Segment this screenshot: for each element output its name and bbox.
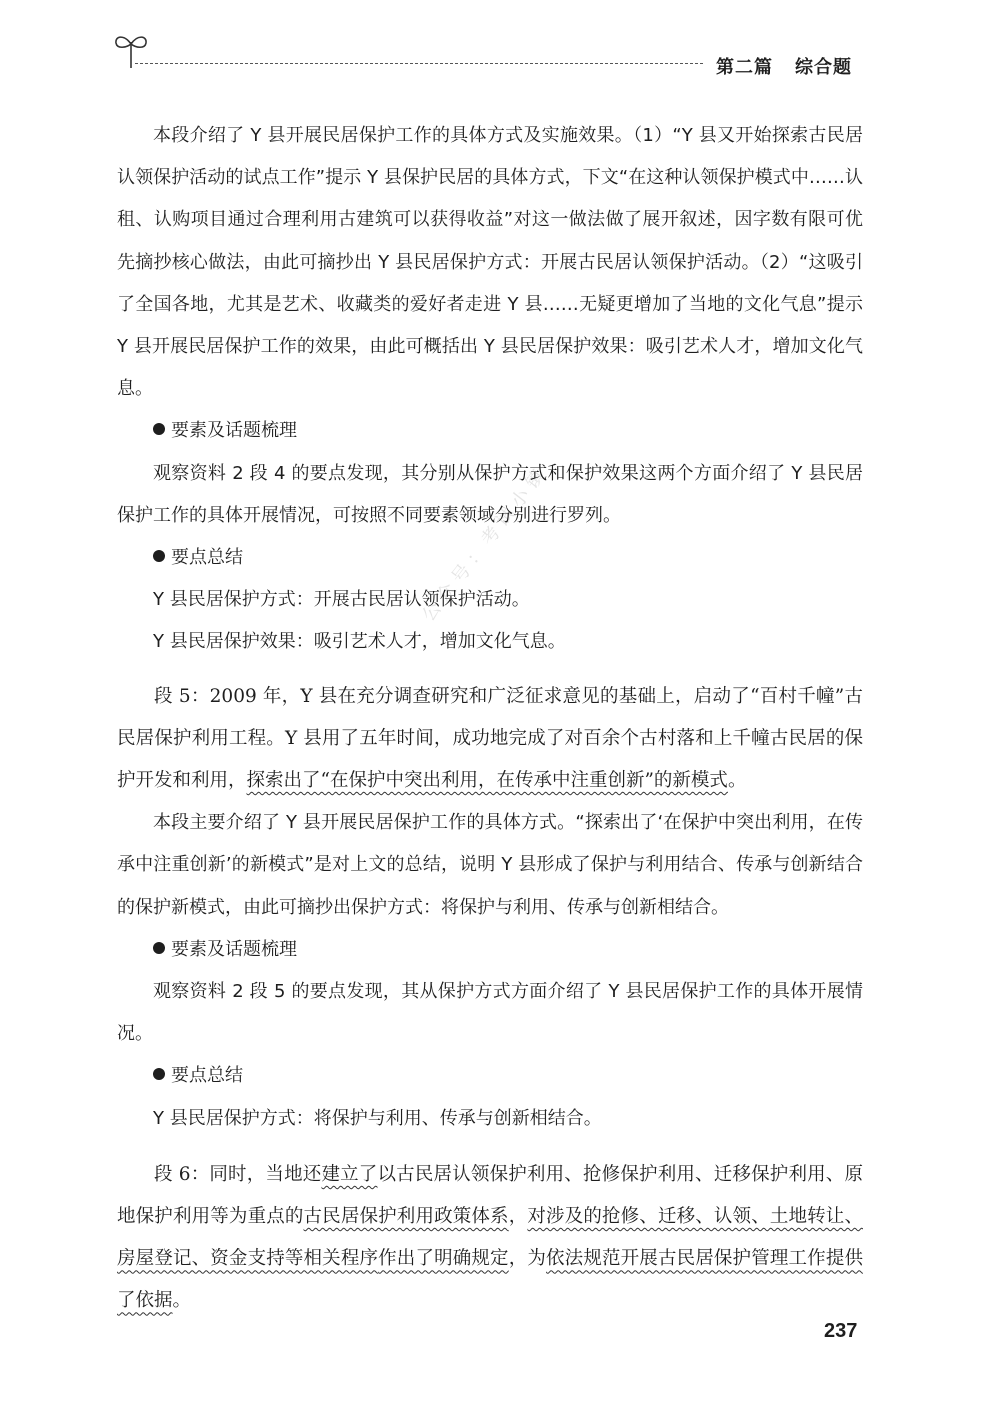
sprout-icon	[112, 30, 150, 70]
bullet-heading: 要点总结	[153, 537, 863, 579]
section-title: 第二篇	[716, 57, 773, 78]
underlined-phrase: 探索出了“在保护中突出利用，在传承中注重创新”的新模式	[246, 770, 728, 792]
source-paragraph-5: 段 5：2009 年，Y 县在充分调查研究和广泛征求意见的基础上，启动了“百村千幢”古民居保护利用工程。Y 县用了五年时间，成功地完成了对百余个古村落和上千幢古民居的保护开发和利用，探索出了“在保护中突出利用，在传承中注重创新”的新模式。	[117, 685, 863, 792]
summary-line: Y 县民居保护效果：吸引艺术人才，增加文化气息。	[153, 631, 566, 653]
watermark: 公众号：考试小镇	[418, 461, 553, 626]
underlined-phrase: 依法规范开展古民居保护管理工作提供了依据	[117, 1248, 863, 1312]
analysis-paragraph-5: 本段主要介绍了 Y 县开展民居保护工作的具体方式。“探索出了‘在保护中突出利用，在传承中注重创新’的新模式”是对上文的总结，说明 Y 县形成了保护与利用结合、传承与创新结合的保护新模式，由此可摘抄出保护方式：将保护与利用、传承与创新相结合。	[117, 812, 863, 918]
bullet-heading: 要点总结	[153, 1055, 863, 1097]
bullet-dot-icon	[153, 1068, 165, 1080]
underlined-phrase: 古民居保护利用政策体系	[303, 1206, 509, 1228]
summary-line: Y 县民居保护方式：开展古民居认领保护活动。	[153, 589, 530, 611]
bullet-heading: 要素及话题梳理	[153, 929, 863, 971]
header-divider	[135, 63, 703, 64]
summary-line: Y 县民居保护方式：将保护与利用、传承与创新相结合。	[153, 1107, 602, 1129]
running-header	[716, 53, 852, 79]
bullet-dot-icon	[153, 550, 165, 562]
underlined-phrase: 作出了明确规定	[378, 1248, 509, 1270]
bullet-dot-icon	[153, 423, 165, 435]
analysis-paragraph-4: 本段介绍了 Y 县开展民居保护工作的具体方式及实施效果。（1）“Y 县又开始探索古民居认领保护活动的试点工作”提示 Y 县保护民居的具体方式，下文“在这种认领保护模式中……认租、认购项目通过合理利用古建筑可以获得收益”对这一做法做了展开叙述，因字数有限可优先摘抄核心做法，由此可摘抄出 Y 县民居保护方式：开展古民居认领保护活动。（2）“这吸引了全国各地，尤其是艺术、收藏类的爱好者走进 Y 县……无疑更增加了当地的文化气息”提示 Y 县开展民居保护工作的效果，由此可概括出 Y 县民居保护效果：吸引艺术人才，增加文化气息。	[117, 125, 863, 400]
page-number: 237	[824, 1320, 858, 1342]
underlined-phrase: 建立了	[321, 1163, 378, 1185]
elements-paragraph: 观察资料 2 段 5 的要点发现，其从保护方式方面介绍了 Y 县民居保护工作的具体开展情况。	[117, 981, 863, 1045]
page-content	[117, 115, 863, 1323]
bullet-dot-icon	[153, 942, 165, 954]
bullet-heading: 要素及话题梳理	[153, 410, 863, 452]
elements-paragraph: 观察资料 2 段 4 的要点发现，其分别从保护方式和保护效果这两个方面介绍了 Y 县民居保护工作的具体开展情况，可按照不同要素领域分别进行罗列。	[117, 462, 863, 526]
source-paragraph-6: 段 6：同时，当地还建立了以古民居认领保护利用、抢修保护利用、迁移保护利用、原地保护利用等为重点的古民居保护利用政策体系，对涉及的抢修、迁移、认领、土地转让、房屋登记、资金支持等相关程序作出了明确规定，为依法规范开展古民居保护管理工作提供了依据。	[117, 1163, 863, 1312]
underlined-phrase: 对涉及的抢修、迁移、认领、土地转让、房屋登记、资金支持等相关程序	[117, 1206, 863, 1270]
subsection-title: 综合题	[795, 57, 852, 78]
